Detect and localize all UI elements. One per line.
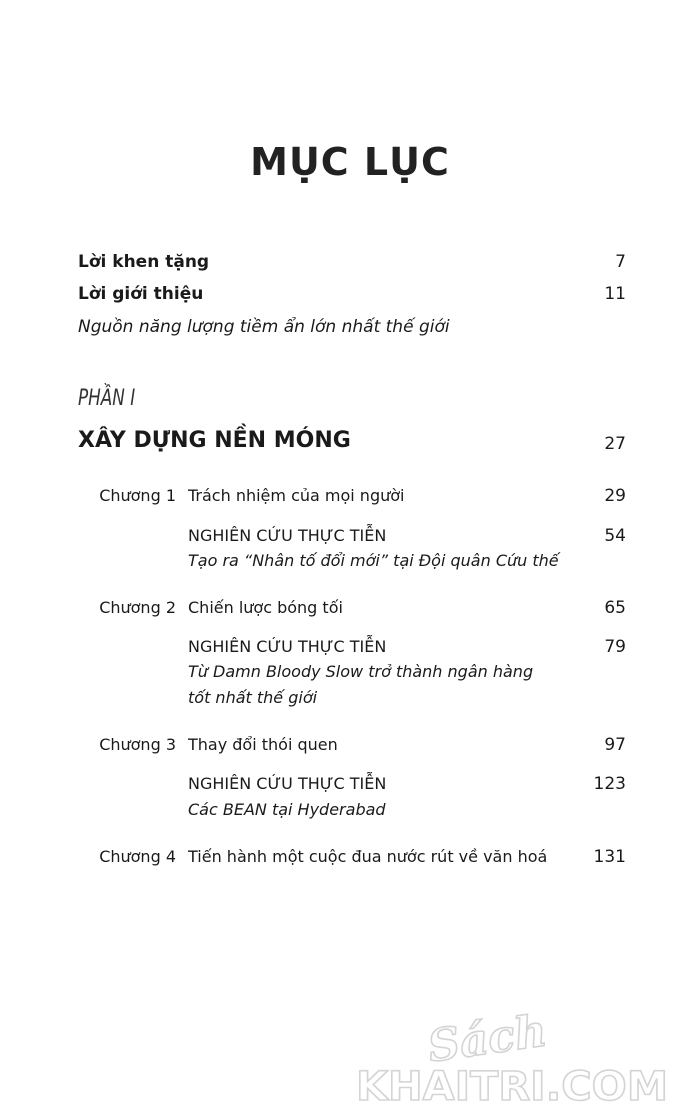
case-study-title: Tạo ra “Nhân tố đổi mới” tại Đội quân Cứu thế bbox=[188, 551, 559, 570]
part-label: PHẦN I bbox=[78, 386, 136, 411]
page-number: 65 bbox=[604, 598, 626, 618]
watermark-brand: KHAITRI.COM bbox=[356, 1064, 668, 1110]
toc-entry-praise[interactable]: Lời khen tặng bbox=[78, 252, 210, 272]
case-study-label[interactable]: NGHIÊN CỨU THỰC TIỄN bbox=[188, 637, 387, 656]
page-number: 29 bbox=[604, 486, 626, 506]
watermark-script: Sách bbox=[424, 1005, 550, 1073]
page-title: MỤC LỤC bbox=[250, 140, 450, 184]
chapter-title[interactable]: Chiến lược bóng tối bbox=[188, 598, 343, 617]
chapter-title[interactable]: Thay đổi thói quen bbox=[188, 735, 338, 754]
chapter-title[interactable]: Tiến hành một cuộc đua nước rút về văn hoá bbox=[188, 847, 548, 866]
case-study-title: Từ Damn Bloody Slow trở thành ngân hàng bbox=[188, 662, 534, 681]
case-study-title: tốt nhất thế giới bbox=[188, 688, 318, 707]
page-number: 123 bbox=[593, 774, 626, 794]
page-number: 7 bbox=[615, 252, 626, 272]
page-number: 27 bbox=[604, 434, 626, 454]
page-number: 97 bbox=[604, 735, 626, 755]
chapter-label: Chương 3 bbox=[99, 735, 176, 754]
chapter-label: Chương 1 bbox=[99, 486, 176, 505]
part-title[interactable]: XÂY DỰNG NỀN MÓNG bbox=[78, 428, 351, 453]
chapter-label: Chương 4 bbox=[99, 847, 176, 866]
chapter-label: Chương 2 bbox=[99, 598, 176, 617]
introduction-subtitle: Nguồn năng lượng tiềm ẩn lớn nhất thế giới bbox=[78, 317, 450, 337]
case-study-title: Các BEAN tại Hyderabad bbox=[188, 800, 386, 819]
case-study-label[interactable]: NGHIÊN CỨU THỰC TIỄN bbox=[188, 774, 387, 793]
page-number: 11 bbox=[604, 284, 626, 304]
sach-khaitri-watermark-logo bbox=[348, 1000, 678, 1110]
page-number: 131 bbox=[593, 847, 626, 867]
page-number: 54 bbox=[604, 526, 626, 546]
case-study-label[interactable]: NGHIÊN CỨU THỰC TIỄN bbox=[188, 526, 387, 545]
page-number: 79 bbox=[604, 637, 626, 657]
chapter-title[interactable]: Trách nhiệm của mọi người bbox=[188, 486, 405, 505]
toc-entry-introduction[interactable]: Lời giới thiệu bbox=[78, 284, 204, 304]
